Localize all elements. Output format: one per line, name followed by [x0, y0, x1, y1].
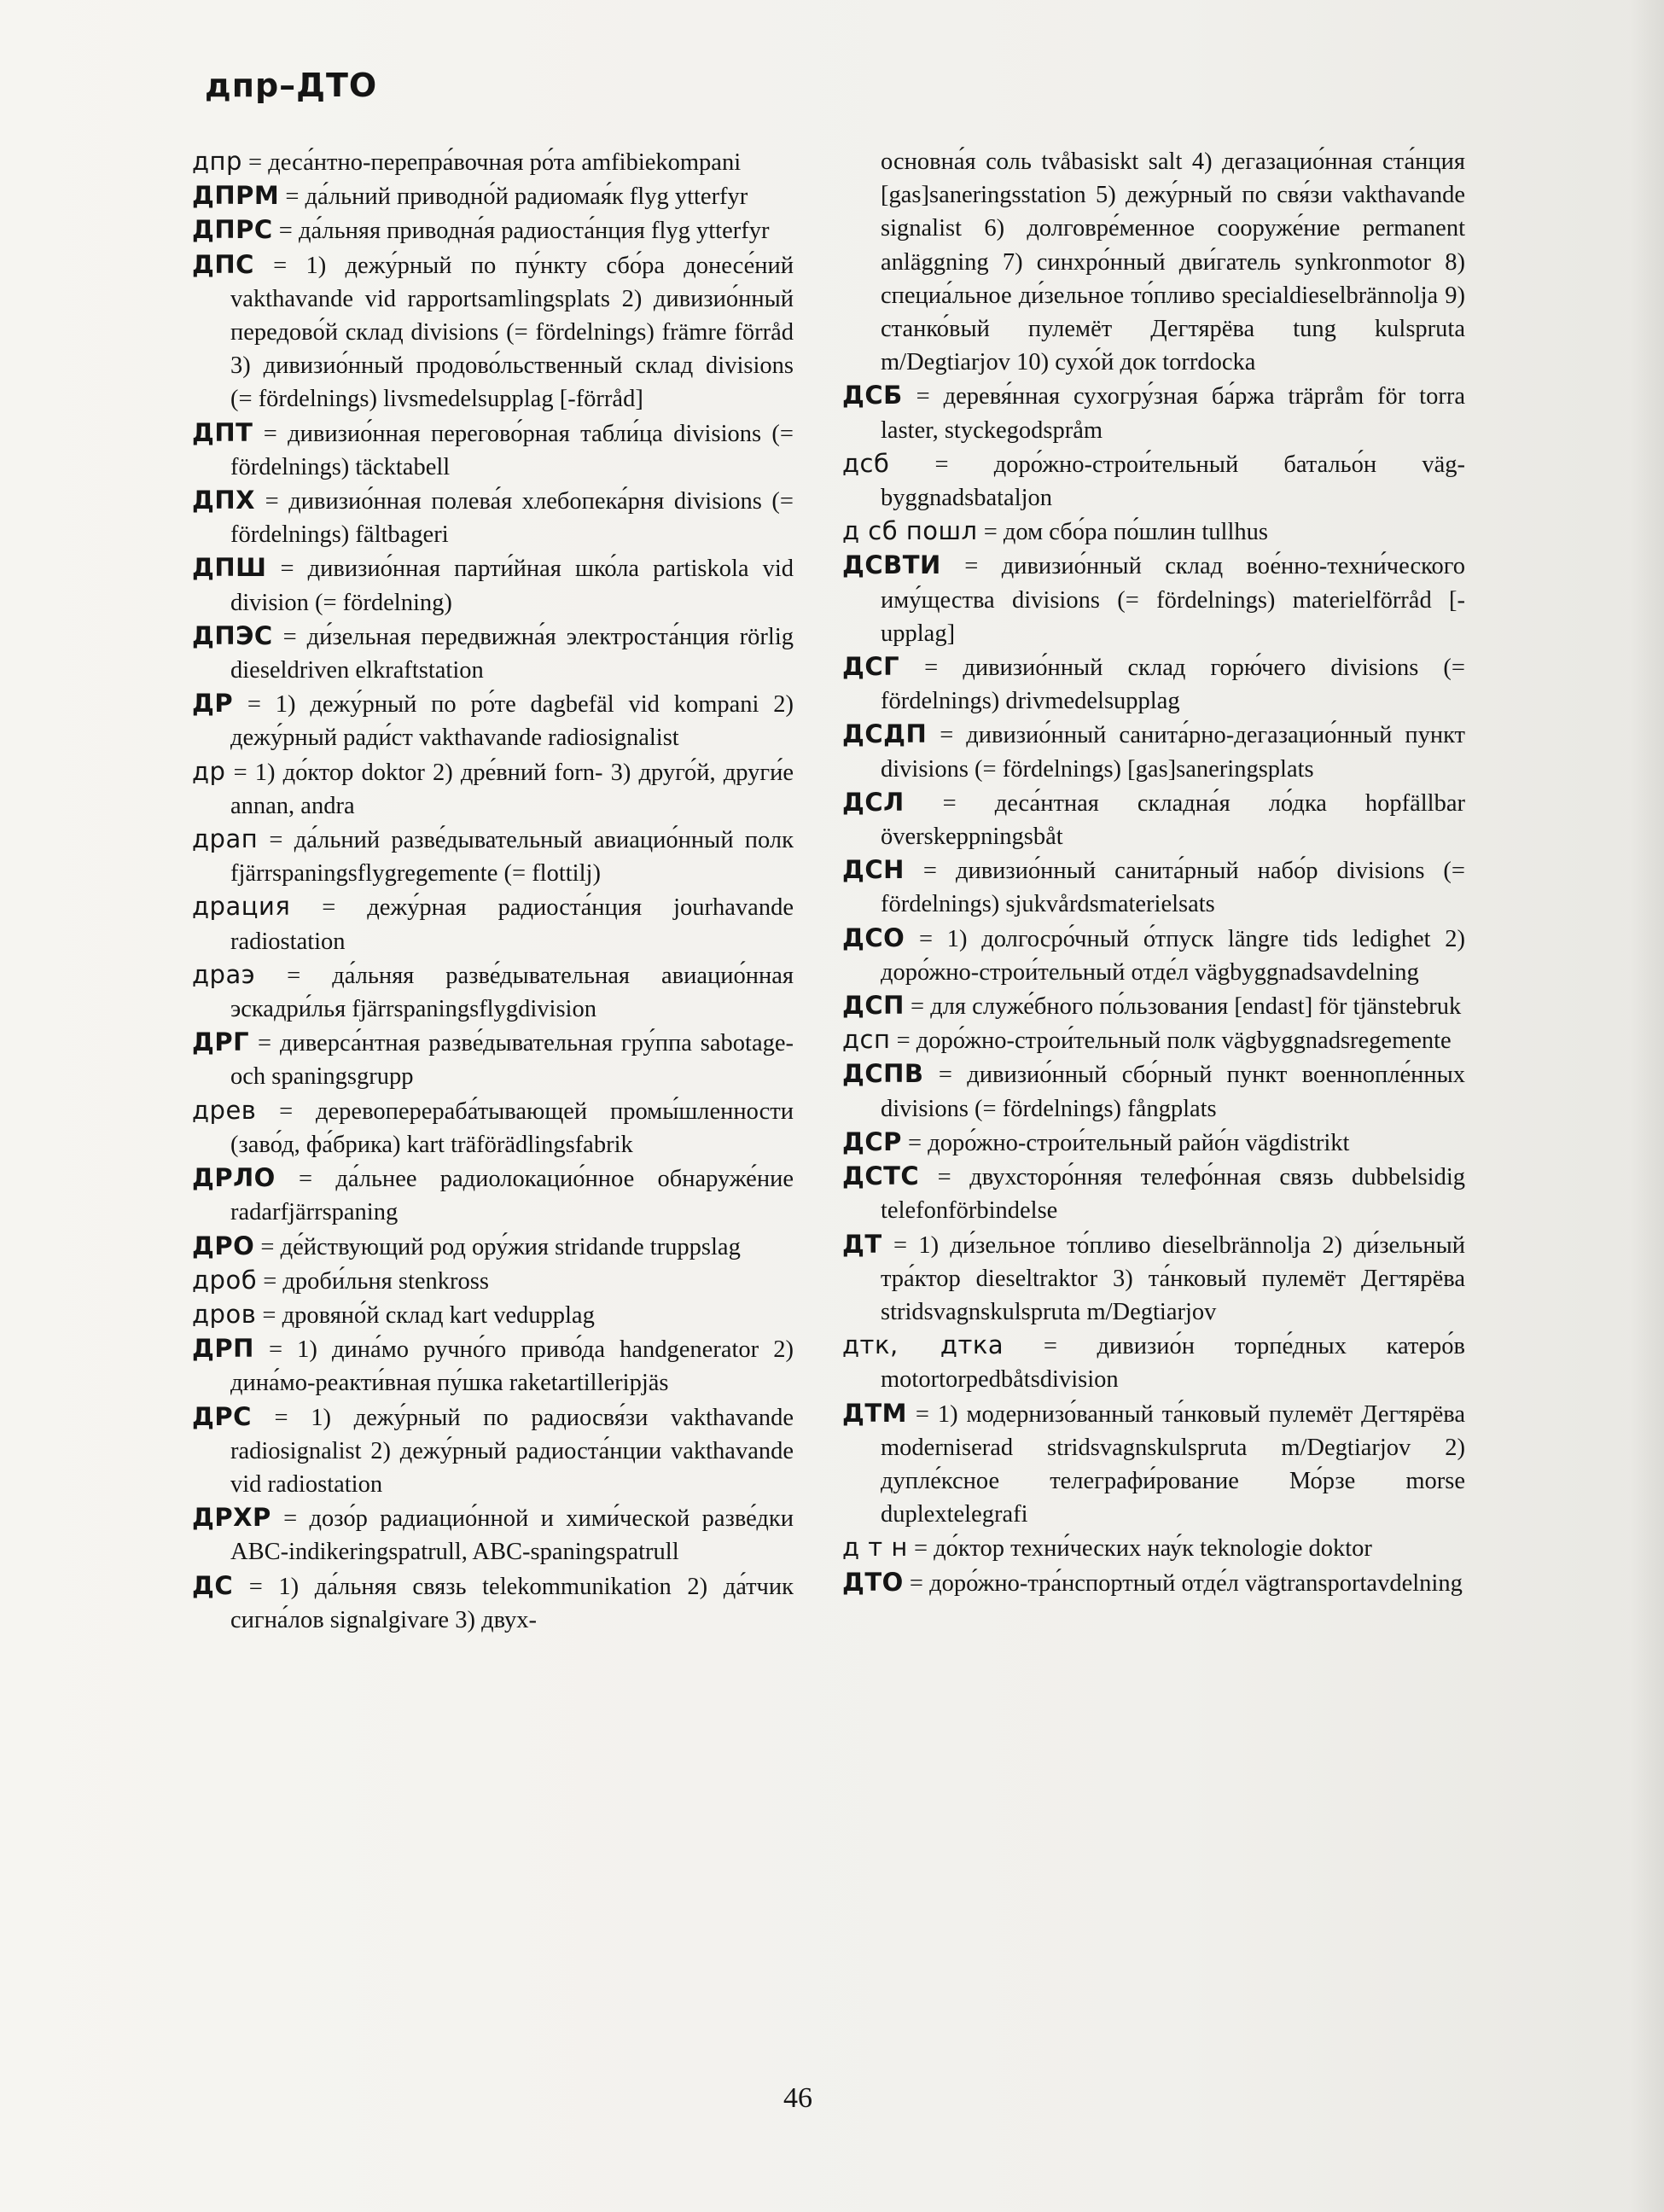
dictionary-entry	[842, 1531, 1465, 1565]
entry-headword: ДПС	[192, 249, 254, 279]
entry-definition: = дивизио́нный сбо́рный пункт военнопле́нных divisions (= fördelnings) fångplats	[881, 1062, 1465, 1122]
entry-definition: = для служе́бного по́льзования [endast] för tjänstebruk	[904, 993, 1462, 1021]
page-edge-shadow	[1630, 0, 1664, 2212]
entry-headword: ДПРМ	[192, 181, 280, 211]
dictionary-entry	[192, 687, 794, 754]
entry-definition: основна́я соль tvåbasiskt salt 4) дегазацио́нная ста́нция [gas]saneringsstation 5) дежу́рный по свя́зи vakthavande signalist 6) долговре́менное сооруже́ние permanent anläggning 7) синхро́нный дви́гатель synkronmotor 8) специа́льное ди́зельное то́пливо specialdieselbrännolja 9) станко́вый пулемёт Дегтярёва tung kulspruta m/Degtiarjov 10) сухо́й док torrdocka	[881, 148, 1465, 376]
dictionary-entry	[842, 1397, 1465, 1532]
entry-definition: = деревя́нная сухогру́зная ба́ржа träpråm för torra laster, styckegodspråm	[881, 383, 1465, 444]
dictionary-entry	[192, 1501, 794, 1569]
entry-definition: = дивизио́нная перегово́рная табли́ца divisions (= fördelnings) täcktabell	[230, 420, 794, 480]
entry-headword: ДСН	[842, 855, 905, 885]
dictionary-entry	[192, 484, 794, 551]
entry-headword: ДРО	[192, 1231, 255, 1260]
dictionary-entry	[842, 447, 1465, 515]
entry-definition: = деревоперераба́тывающей промы́шленности (заво́д, фа́брика) kart träförädlingsfabrik	[230, 1097, 794, 1158]
entry-headword: дсп	[842, 1025, 891, 1055]
entry-definition: = дровяно́й склад kart vedupplag	[256, 1301, 595, 1329]
entry-headword: ДСР	[842, 1126, 902, 1156]
dictionary-entry	[192, 213, 794, 247]
entry-definition: = доро́жно-строи́тельный полк vägbyggnadsregemente	[890, 1027, 1452, 1055]
dictionary-entry	[842, 1329, 1465, 1396]
entry-headword: ДПХ	[192, 486, 255, 515]
entry-definition: = дивизио́нный санита́рно-дегазацио́нный пункт divisions (= fördelnings) [gas]saneringsplats	[881, 722, 1465, 783]
entry-definition: = дивизио́нный склад вое́нно-техни́ческого иму́щества divisions (= fördelnings) materielförråd [-upplag]	[881, 553, 1465, 647]
dictionary-entry	[842, 1228, 1465, 1330]
dictionary-entry	[842, 549, 1465, 650]
entry-definition: = 1) дина́мо ручно́го приво́да handgenerator 2) дина́мо-реакти́вная пу́шка raketartilleripjäs	[230, 1336, 794, 1397]
entry-definition: = дозо́р радиацио́нной и хими́ческой разве́дки ABC-indikeringspatrull, ABC-spaningspatrull	[230, 1505, 794, 1566]
entry-headword: ДРХР	[192, 1503, 271, 1533]
dictionary-entry	[842, 1023, 1465, 1057]
entry-definition: = до́ктор техни́ческих нау́к teknologie doktor	[907, 1535, 1372, 1563]
page-number: 46	[783, 2082, 812, 2114]
entry-headword: ДС	[192, 1570, 234, 1600]
entry-headword: ДСП	[842, 991, 905, 1021]
entry-definition: = дивизио́н торпе́дных катеро́в motortorpedbåtsdivision	[881, 1333, 1465, 1394]
dictionary-entry	[842, 718, 1465, 785]
entry-definition: = ди́зельная передвижна́я электроста́нция rörlig dieseldriven elkraftstation	[230, 623, 794, 684]
entry-headword: ДСЛ	[842, 787, 905, 817]
entry-definition: = дивизио́нная парти́йная шко́ла partiskola vid division (= fördelning)	[230, 556, 794, 616]
entry-headword: дроб	[192, 1265, 258, 1295]
entry-headword: ДСГ	[842, 652, 900, 682]
dictionary-entry	[192, 1332, 794, 1400]
dictionary-entry	[842, 379, 1465, 446]
entry-headword: дтк, дтка	[842, 1330, 1004, 1360]
dictionary-entry	[192, 1298, 794, 1332]
entry-headword: ДРП	[192, 1334, 254, 1364]
entry-headword: дсб	[842, 448, 890, 478]
dictionary-entry	[192, 958, 794, 1026]
dictionary-entry	[842, 1160, 1465, 1227]
dictionary-entry	[192, 551, 794, 619]
entry-definition: = де́йствующий род ору́жия stridande truppslag	[254, 1233, 741, 1260]
entry-definition: = да́льняя приводна́я радиоста́нция flyg ytterfyr	[272, 218, 770, 245]
entry-definition: = деса́нтно-перепра́вочная ро́та amfibiekompani	[241, 149, 742, 176]
dictionary-entry	[842, 853, 1465, 921]
entry-definition: = да́льнее радиолокацио́нное обнаруже́ние radarfjärrspaning	[230, 1166, 794, 1226]
entry-definition: = дивизио́нная полева́я хлебопека́рня divisions (= fördelnings) fältbageri	[230, 488, 794, 549]
entry-definition: = диверса́нтная разве́дывательная гру́ппа sabotage- och spaningsgrupp	[230, 1030, 794, 1091]
dictionary-entry	[192, 1026, 794, 1093]
dictionary-entry	[192, 755, 794, 823]
entry-headword: ДСО	[842, 923, 905, 952]
dictionary-entry	[192, 145, 794, 179]
entry-definition: = 1) долгосро́чный о́тпуск längre tids ledighet 2) доро́жно-строи́тельный отде́л vägbyggnadsavdelning	[881, 925, 1465, 986]
dictionary-entry	[192, 823, 794, 890]
entry-definition: = дивизио́нный санита́рный набо́р divisions (= fördelnings) sjukvårdsmaterielsats	[881, 858, 1465, 918]
entry-headword: древ	[192, 1095, 257, 1125]
dictionary-entry	[842, 650, 1465, 718]
dictionary-entry	[842, 1126, 1465, 1160]
entry-definition: = дом сбо́ра по́шлин tullhus	[977, 519, 1268, 546]
dictionary-entry	[192, 890, 794, 958]
dictionary-entry	[192, 416, 794, 484]
right-column	[842, 145, 1465, 1600]
entry-definition: = доро́жно-строи́тельный батальо́н vägbyggnadsbataljon	[881, 451, 1465, 512]
entry-definition: = двухсторо́нняя телефо́нная связь dubbelsidig telefonförbindelse	[881, 1164, 1465, 1225]
dictionary-entry	[192, 620, 794, 687]
entry-headword: дпр	[192, 147, 242, 176]
entry-headword: ДСБ	[842, 381, 903, 410]
entry-headword: ДПЭС	[192, 620, 273, 650]
entry-headword: ДРГ	[192, 1027, 250, 1057]
entry-definition: = доро́жно-строи́тельный райо́н vägdistrikt	[901, 1129, 1350, 1156]
dictionary-entry	[842, 1057, 1465, 1125]
dictionary-entry	[192, 179, 794, 213]
entry-definition: = деса́нтная складна́я ло́дка hopfällbar överskeppningsbåt	[881, 789, 1465, 851]
entry-headword: ДСТС	[842, 1161, 920, 1191]
entry-definition: = 1) да́льняя связь telekommunikation 2) да́тчик сигна́лов signalgivare 3) двух-	[230, 1573, 794, 1633]
entry-definition: = да́льний приводно́й радиомая́к flyg ytterfyr	[279, 183, 748, 211]
entry-headword: драция	[192, 892, 291, 922]
entry-headword: ДПТ	[192, 417, 253, 447]
entry-definition: = доро́жно-тра́нспортный отде́л vägtransportavdelning	[903, 1569, 1463, 1597]
entry-definition: = дивизио́нный склад горю́чего divisions (= fördelnings) drivmedelsupplag	[881, 655, 1465, 715]
entry-headword: ДТО	[842, 1567, 904, 1597]
dictionary-entry	[192, 1161, 794, 1229]
entry-definition: = 1) до́ктор doktor 2) дре́вний forn- 3) друго́й, други́е annan, andra	[225, 759, 794, 819]
dictionary-entry	[192, 1569, 794, 1637]
dictionary-entry	[842, 786, 1465, 853]
entry-headword: др	[192, 756, 226, 786]
entry-definition: = да́льний разве́дывательный авиацио́нный полк fjärrspaningsflygregemente (= flottilj)	[230, 827, 794, 888]
entry-definition: = 1) дежу́рный по пу́нкту сбо́ра донесе́ний vakthavande vid rapportsamlingsplats 2) дивизио́нный передово́й склад divisions (= fördelnings) främre förråd 3) дивизио́нный продово́льственный склад divisions (= fördelnings) livsmedelsupplag [-förråd]	[230, 252, 794, 413]
entry-headword: ДСДП	[842, 719, 928, 749]
dictionary-entry	[192, 1094, 794, 1161]
entry-definition: = 1) ди́зельное то́пливо dieselbrännolja 2) ди́зельный тра́ктор dieseltraktor 3) та́нковый пулемёт Дегтярёва stridsvagnskulspruta m/Degtiarjov	[881, 1231, 1465, 1325]
entry-headword: д т н	[842, 1533, 908, 1563]
entry-headword: ДСПВ	[842, 1059, 924, 1089]
dictionary-entry	[192, 1400, 794, 1502]
entry-headword: ДТ	[842, 1229, 882, 1259]
entry-headword: дров	[192, 1299, 257, 1329]
entry-headword: ДТМ	[842, 1398, 907, 1428]
dictionary-entry	[192, 1264, 794, 1298]
dictionary-entry	[842, 145, 1465, 379]
dictionary-entry	[842, 515, 1465, 549]
entry-definition: = да́льняя разве́дывательная авиацио́нная эскадри́лья fjärrspaningsflygdivision	[230, 962, 794, 1023]
entry-headword: драп	[192, 824, 259, 854]
left-column	[192, 145, 794, 1637]
entry-headword: ДР	[192, 689, 234, 719]
dictionary-entry	[192, 1230, 794, 1264]
entry-headword: ДПРС	[192, 215, 273, 245]
entry-headword: ДРС	[192, 1401, 252, 1431]
dictionary-entry	[842, 922, 1465, 989]
entry-headword: ДРЛО	[192, 1163, 276, 1193]
entry-definition: = 1) дежу́рный по радиосвя́зи vakthavande radiosignalist 2) дежу́рный радиоста́нции vakthavande vid radiostation	[230, 1404, 794, 1498]
entry-headword: д сб пошл	[842, 516, 978, 546]
entry-definition: = 1) модернизо́ванный та́нковый пулемёт Дегтярёва moderniserad stridsvagnskulspruta m/Degtiarjov 2) дупле́ксное телеграфи́рование Мо́рзе morse duplextelegrafi	[881, 1400, 1465, 1528]
entry-headword: ДПШ	[192, 553, 267, 583]
dictionary-entry	[842, 1566, 1465, 1600]
dictionary-entry	[192, 248, 794, 416]
running-header: дпр–ДТО	[205, 67, 378, 104]
entry-definition: = дежу́рная радиоста́нция jourhavande radiostation	[230, 894, 794, 955]
entry-headword: ДСВТИ	[842, 550, 941, 580]
dictionary-entry	[842, 989, 1465, 1023]
entry-definition: = дроби́льня stenkross	[257, 1267, 489, 1295]
entry-definition: = 1) дежу́рный по ро́те dagbefäl vid kompani 2) дежу́рный ради́ст vakthavande radiosignalist	[230, 691, 794, 752]
entry-headword: драэ	[192, 959, 256, 989]
